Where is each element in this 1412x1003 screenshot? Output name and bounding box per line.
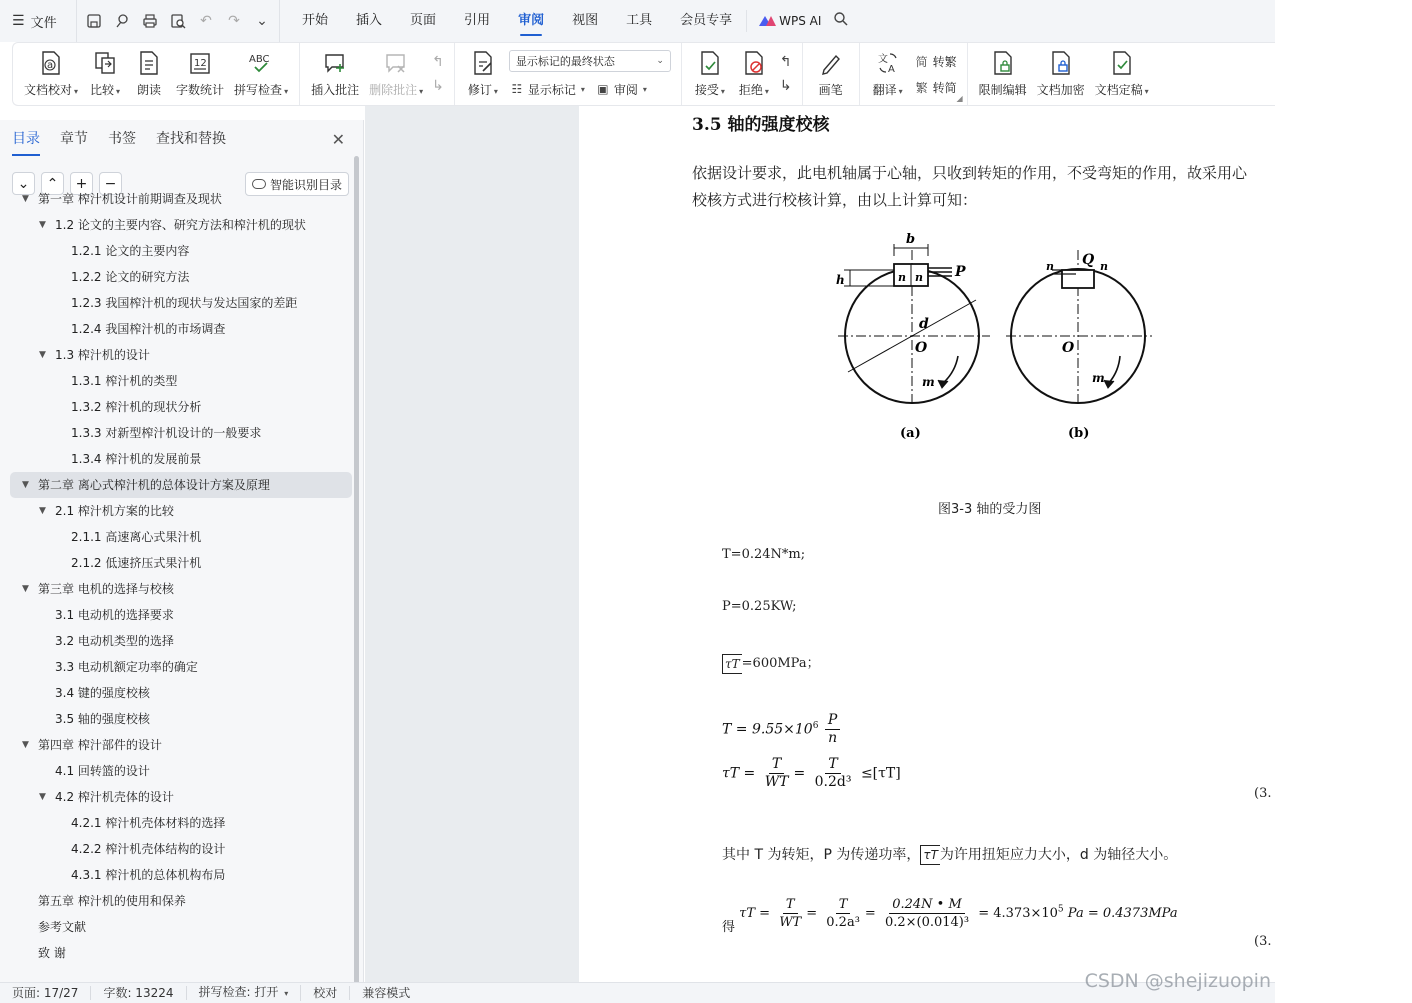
previous-change-icon[interactable]: ↰: [779, 54, 792, 70]
minus-icon: −: [104, 175, 117, 192]
changes-group: [682, 43, 803, 105]
toc-item-label: 3.3 电动机额定功率的确定: [55, 660, 198, 674]
chevron-up-icon: ⌃: [46, 175, 59, 192]
track-changes-button[interactable]: 修订 ▾: [461, 43, 505, 105]
ink-label: 画笔: [818, 83, 843, 97]
toc-item-label: 参考文献: [38, 920, 87, 934]
explanation-pre: 其中 T 为转矩，P 为传递功率，: [722, 847, 921, 863]
toc-scrollbar[interactable]: [354, 156, 359, 986]
accept-label: 接受: [694, 83, 719, 97]
insert-comment-button[interactable]: [306, 43, 364, 105]
expand-triangle-icon[interactable]: ▼: [39, 350, 46, 360]
toc-item[interactable]: [10, 810, 352, 836]
eq3-f2-num: T: [836, 896, 851, 914]
eq2-f1-den: WT: [764, 774, 789, 790]
toc-item[interactable]: [10, 914, 352, 940]
review-ribbon: [12, 42, 1275, 106]
allowable-stress-value: =600MPa；: [741, 656, 820, 671]
translate-icon: [875, 49, 901, 77]
toc-item-label: 第三章 电机的选择与校核: [38, 582, 174, 596]
delete-comment-button[interactable]: 删除批注 ▾: [364, 43, 428, 105]
tau-symbol-inline: τT: [920, 845, 940, 865]
toc-item[interactable]: [10, 368, 352, 394]
eq3-lhs: τT =: [739, 906, 771, 921]
print-icon[interactable]: [141, 12, 159, 30]
track-changes-label: 修订: [467, 83, 492, 97]
equation-number-1: (3.: [1254, 786, 1272, 801]
to-simplified-button[interactable]: [914, 78, 957, 96]
label-n-a1: n: [898, 271, 906, 284]
show-markup-label: 显示标记: [527, 82, 576, 97]
power-line: P=0.25KW;: [722, 599, 797, 614]
toc-item-label: 4.3.1 榨汁机的总体机构布局: [71, 868, 226, 882]
toc-item-label: 4.2.1 榨汁机壳体材料的选择: [71, 816, 226, 830]
read-aloud-icon: [136, 49, 162, 77]
lock-doc-icon: [990, 49, 1016, 77]
toc-item[interactable]: [10, 394, 352, 420]
spell-check-label: 拼写检查: [234, 83, 283, 97]
toc-item[interactable]: [10, 290, 352, 316]
nav-tab-bookmarks[interactable]: 书签: [108, 131, 136, 147]
reject-button[interactable]: 拒绝 ▾: [732, 43, 776, 105]
toc-scrollbar-thumb[interactable]: [354, 156, 359, 986]
finalize-icon: [1109, 49, 1135, 77]
intro-line-1: 依据设计要求，此电机轴属于心轴，只收到转矩的作用，不受弯矩的作用，故采用心: [692, 164, 1248, 182]
tab-home[interactable]: 开始: [302, 13, 329, 28]
equation-result: 得 τT = $\frac{T}{WT}$ = $\frac{T}{\text{0.2a³}}$ = $\frac{0.24N • M}{\text{0.2×(0.014)³}}$ = $4.373\times 10^5$ Pa = 0.4373MPa: [722, 897, 1178, 935]
doc-encrypt-button[interactable]: [1032, 43, 1090, 105]
eq3-fraction-3: [882, 896, 972, 931]
key-b: [1062, 270, 1094, 288]
protect-group: [968, 43, 1160, 105]
restrict-edit-button[interactable]: [974, 43, 1032, 105]
toc-item-label: 1.3.1 榨汁机的类型: [71, 374, 178, 388]
label-O-a: O: [915, 340, 928, 356]
ink-group: [803, 43, 860, 105]
toc-item[interactable]: [10, 472, 352, 498]
tau-symbol: τT: [722, 654, 742, 674]
proofing-group: [13, 43, 300, 105]
search-icon[interactable]: [833, 11, 849, 31]
tab-references[interactable]: 引用: [464, 13, 491, 28]
comment-nav: [428, 54, 448, 94]
document-page[interactable]: [580, 106, 1275, 982]
eq2-rhs: ≤[τT]: [860, 765, 901, 782]
toc-item-label: 1.2.3 我国榨汁机的现状与发达国家的差距: [71, 296, 298, 310]
eq3-fraction-1: [776, 896, 804, 931]
to-traditional-label: 转繁: [932, 54, 957, 69]
insert-comment-label: 插入批注: [311, 83, 360, 97]
eq3-fraction-2: [823, 896, 863, 931]
svg-text:a: a: [47, 60, 54, 71]
comment-delete-icon: [383, 49, 409, 77]
toc-item-label: 1.3.4 榨汁机的发展前景: [71, 452, 202, 466]
pen-icon: [818, 49, 844, 77]
eq2-fraction-2: [812, 756, 855, 791]
toc-tree: [10, 192, 352, 982]
doc-encrypt-label: 文档加密: [1036, 83, 1085, 97]
toc-item-label: 1.2 论文的主要内容、研究方法和榨汁机的现状: [55, 218, 306, 232]
tab-member[interactable]: 会员专享: [680, 13, 733, 28]
quick-access-toolbar: [76, 0, 279, 42]
nav-tab-sections[interactable]: 章节: [60, 131, 88, 147]
doc-finalize-button[interactable]: 文档定稿 ▾: [1090, 43, 1154, 105]
toc-item-label: 第五章 榨汁机的使用和保养: [38, 894, 186, 908]
toc-item-label: 致 谢: [38, 946, 66, 960]
toc-item[interactable]: [10, 706, 352, 732]
label-m-a: m: [922, 375, 935, 389]
label-n-b1: n: [1046, 260, 1054, 273]
tab-page[interactable]: 页面: [410, 13, 437, 28]
comment-add-icon: [322, 49, 348, 77]
toc-item[interactable]: [10, 212, 352, 238]
encrypt-icon: [1048, 49, 1074, 77]
eq2-f1-num: T: [769, 756, 784, 774]
wps-ai-button[interactable]: [746, 10, 821, 32]
toc-item[interactable]: [10, 342, 352, 368]
toc-item[interactable]: [10, 576, 352, 602]
toc-item-label: 第一章 榨汁机设计前期调查及现状: [38, 192, 222, 206]
tracking-group: [455, 43, 682, 105]
to-traditional-button[interactable]: [914, 52, 957, 70]
expand-triangle-icon[interactable]: ▼: [39, 506, 46, 516]
chinese-conversion: [910, 52, 961, 96]
markup-controls: [505, 50, 675, 98]
toc-item-label: 4.2 榨汁机壳体的设计: [55, 790, 174, 804]
eq2-fraction-1: [762, 756, 792, 791]
eq3-f2-den: 0.2a³: [826, 915, 860, 930]
next-comment-icon[interactable]: ↳: [432, 78, 444, 94]
chevron-down-icon[interactable]: ⌄: [256, 13, 268, 29]
toc-item[interactable]: [10, 602, 352, 628]
svg-text:ABC: ABC: [249, 54, 270, 65]
toc-item-label: 2.1.1 高速离心式果汁机: [71, 530, 202, 544]
compare-label: 比较: [90, 83, 115, 97]
toc-item[interactable]: [10, 654, 352, 680]
label-n-b2: n: [1100, 260, 1108, 273]
toc-item-label: 1.2.4 我国榨汁机的市场调查: [71, 322, 226, 336]
explanation-post: 为许用扭矩应力大小，d 为轴径大小。: [939, 847, 1178, 863]
expand-triangle-icon[interactable]: ▼: [39, 220, 46, 230]
toc-item[interactable]: [10, 316, 352, 342]
equation-number-2: (3.: [1254, 934, 1272, 949]
show-markup-icon: ☷: [511, 82, 523, 96]
simplified-icon: 繁: [915, 80, 928, 95]
toc-item[interactable]: [10, 862, 352, 888]
toc-item-label: 3.2 电动机类型的选择: [55, 634, 174, 648]
markup-state-value: 显示标记的最终状态: [515, 55, 615, 68]
label-b: (b): [1068, 426, 1090, 441]
eq3-f3-den: 0.2×(0.014)³: [884, 915, 970, 930]
eq3-f1-num: T: [783, 896, 798, 914]
toc-item-label: 1.3.2 榨汁机的现状分析: [71, 400, 202, 414]
document-gutter: [365, 106, 579, 982]
undo-icon[interactable]: ↶: [200, 13, 212, 29]
translate-label: 翻译: [872, 83, 897, 97]
proof-status[interactable]: 校对: [301, 986, 350, 1000]
wps-ai-label: WPS AI: [779, 14, 822, 28]
toc-item-label: 4.2.2 榨汁机壳体结构的设计: [71, 842, 226, 856]
toc-item[interactable]: [10, 758, 352, 784]
doc-check-icon: [38, 49, 64, 77]
smart-toc-label: 智能识别目录: [269, 177, 342, 192]
eq3-prefix: 得: [722, 920, 736, 935]
page-indicator[interactable]: 页面: 17/27: [0, 986, 91, 1000]
doc-check-label: 文档校对: [24, 83, 73, 97]
expand-triangle-icon[interactable]: ▼: [22, 740, 29, 750]
restrict-edit-label: 限制编辑: [978, 83, 1027, 97]
toc-item-label: 第二章 离心式榨汁机的总体设计方案及原理: [38, 478, 270, 492]
compare-button[interactable]: 比较 ▾: [83, 43, 127, 105]
label-P: P: [955, 264, 966, 280]
save-icon[interactable]: [85, 12, 103, 30]
eq2-f2-num: T: [825, 756, 840, 774]
eq3-tail: Pa = 0.4373MPa: [1067, 906, 1178, 921]
spell-check-button[interactable]: ABC 拼写检查 ▾: [229, 43, 293, 105]
svg-text:文: 文: [877, 54, 888, 65]
eq3-exp: 5: [1057, 904, 1064, 915]
eq1-exp: 6: [812, 720, 819, 731]
doc-check-button[interactable]: a 文档校对 ▾: [19, 43, 83, 105]
label-b-dim: b: [906, 232, 916, 247]
reject-label: 拒绝: [738, 83, 763, 97]
expand-triangle-icon[interactable]: ▼: [22, 194, 29, 204]
toc-item[interactable]: [10, 550, 352, 576]
intro-line-2: 校核方式进行校核计算，由以上计算可知：: [692, 191, 978, 209]
toc-item-label: 2.1 榨汁机方案的比较: [55, 504, 174, 518]
accept-button[interactable]: 接受 ▾: [688, 43, 732, 105]
svg-text:A: A: [887, 64, 895, 75]
wps-ai-logo-icon: [759, 15, 775, 27]
review-pane-label: 审阅: [613, 82, 638, 97]
chevron-down-icon: ⌄: [656, 56, 664, 66]
label-O-b: O: [1062, 340, 1075, 356]
to-simplified-label: 转简: [932, 80, 957, 95]
change-nav: [776, 54, 796, 94]
eq2-lhs: τT =: [722, 765, 756, 782]
previous-comment-icon[interactable]: ↰: [432, 54, 444, 70]
eq3-rhs: = 4.373×10: [978, 906, 1058, 921]
spell-check-status-label: 拼写检查: 打开: [198, 985, 279, 999]
eq2-f2-den: 0.2d³: [814, 774, 852, 790]
toc-item[interactable]: [10, 264, 352, 290]
allowable-stress-line: [722, 652, 820, 674]
toc-item-label: 1.3 榨汁机的设计: [55, 348, 150, 362]
toc-item-label: 4.1 回转篮的设计: [55, 764, 150, 778]
delete-comment-label: 删除批注: [369, 83, 418, 97]
equation-stress: τT = $\frac{T}{WT}$ = $\frac{T}{\text{0.2d³}}$ ≤[τT]: [722, 756, 901, 790]
toc-item[interactable]: [10, 732, 352, 758]
spell-check-icon: [248, 49, 274, 77]
ribbon-tabs: [279, 0, 746, 42]
toc-item[interactable]: [10, 238, 352, 264]
label-Q: Q: [1082, 252, 1095, 268]
cloud-sync-icon[interactable]: [113, 12, 131, 30]
torque-line: T=0.24N*m;: [722, 547, 806, 562]
eq1-fraction: [825, 712, 840, 747]
toc-item[interactable]: [10, 940, 352, 966]
tab-review[interactable]: 审阅: [504, 0, 558, 42]
toc-item-label: 1.2.2 论文的研究方法: [71, 270, 190, 284]
expand-triangle-icon[interactable]: ▼: [22, 584, 29, 594]
eq1-num: P: [825, 712, 840, 730]
label-d: d: [919, 316, 929, 332]
file-menu-label: 文件: [30, 15, 57, 31]
redo-icon[interactable]: ↷: [228, 13, 240, 29]
intro-paragraph: [692, 160, 1412, 214]
toc-item[interactable]: [10, 784, 352, 810]
svg-text:12: 12: [194, 58, 207, 69]
comments-group: [300, 43, 455, 105]
toc-item-label: 3.1 电动机的选择要求: [55, 608, 174, 622]
review-pane-button[interactable]: ▣ 审阅 ▾: [595, 80, 647, 98]
word-count-icon: [187, 49, 213, 77]
file-menu[interactable]: [0, 0, 76, 42]
nav-tab-find-replace[interactable]: 查找和替换: [156, 131, 226, 147]
toc-item[interactable]: [10, 680, 352, 706]
figure-caption: 图3-3 轴的受力图: [938, 502, 1042, 517]
explanation-paragraph: [722, 844, 1177, 865]
eq3-f3-num: 0.24N • M: [889, 896, 965, 914]
compat-mode-status: 兼容模式: [362, 986, 411, 1000]
toc-item[interactable]: [10, 628, 352, 654]
traditional-icon: 简: [915, 54, 928, 69]
label-a: (a): [900, 426, 921, 441]
tab-view[interactable]: 视图: [572, 13, 599, 28]
plus-icon: +: [75, 175, 88, 192]
label-h-dim: h: [836, 273, 845, 287]
toc-item-label: 1.3.3 对新型榨汁机设计的一般要求: [71, 426, 262, 440]
toc-item-label: 3.5 轴的强度校核: [55, 712, 150, 726]
watermark: CSDN @shejizuopin: [1084, 970, 1271, 992]
toc-item-label: 3.4 键的强度校核: [55, 686, 150, 700]
toc-item-label: 2.1.2 低速挤压式果汁机: [71, 556, 202, 570]
show-markup-button[interactable]: ☷ 显示标记 ▾: [509, 80, 585, 98]
translate-button[interactable]: 文 A 翻译 ▾: [866, 43, 910, 105]
review-pane-icon: ▣: [597, 82, 609, 96]
menubar: [0, 0, 1275, 42]
compare-icon: [92, 49, 118, 77]
nav-tabs: [12, 128, 246, 154]
label-m-b: m: [1092, 371, 1105, 385]
hamburger-icon: ☰: [12, 13, 25, 29]
toc-item[interactable]: [10, 524, 352, 550]
toc-item[interactable]: [10, 888, 352, 914]
tab-insert[interactable]: 插入: [356, 13, 383, 28]
track-changes-icon: [470, 49, 496, 77]
navigation-pane: [0, 120, 364, 982]
chevron-down-icon: ⌄: [17, 175, 30, 192]
nav-tab-toc[interactable]: 目录: [12, 128, 40, 154]
eq1-lhs: T = 9.55×10: [722, 721, 813, 738]
language-group: [860, 43, 968, 105]
read-aloud-button[interactable]: [127, 43, 171, 105]
read-aloud-label: 朗读: [137, 83, 162, 97]
expand-triangle-icon[interactable]: ▼: [22, 480, 29, 490]
accept-icon: [697, 49, 723, 77]
word-count-label: 字数统计: [176, 83, 225, 97]
toc-item[interactable]: [10, 186, 352, 212]
ink-button[interactable]: [809, 43, 853, 105]
toc-item[interactable]: [10, 446, 352, 472]
spell-check-status[interactable]: 拼写检查: 打开 ▾: [187, 985, 302, 1001]
expand-triangle-icon[interactable]: ▼: [39, 792, 46, 802]
print-preview-icon[interactable]: [169, 12, 187, 30]
reject-icon: [741, 49, 767, 77]
word-count-indicator[interactable]: 字数: 13224: [91, 986, 186, 1000]
eq3-f1-den: WT: [779, 915, 802, 930]
label-n-a2: n: [915, 271, 923, 284]
tab-tools[interactable]: 工具: [626, 13, 653, 28]
close-icon[interactable]: ✕: [331, 130, 345, 149]
doc-finalize-label: 文档定稿: [1094, 83, 1143, 97]
next-change-icon[interactable]: ↳: [779, 78, 792, 94]
toc-item[interactable]: [10, 498, 352, 524]
eq1-den: n: [828, 730, 838, 746]
group-launcher-icon[interactable]: ◢: [956, 94, 963, 103]
toc-item-label: 1.2.1 论文的主要内容: [71, 244, 190, 258]
shaft-force-figure: [830, 228, 1160, 448]
word-count-button[interactable]: [171, 43, 229, 105]
toc-item[interactable]: [10, 420, 352, 446]
toc-item[interactable]: [10, 836, 352, 862]
equation-torque: [722, 712, 842, 747]
section-heading: 3.5 轴的强度校核: [692, 115, 830, 135]
toc-item-label: 第四章 榨汁部件的设计: [38, 738, 162, 752]
markup-state-select[interactable]: [509, 50, 671, 72]
